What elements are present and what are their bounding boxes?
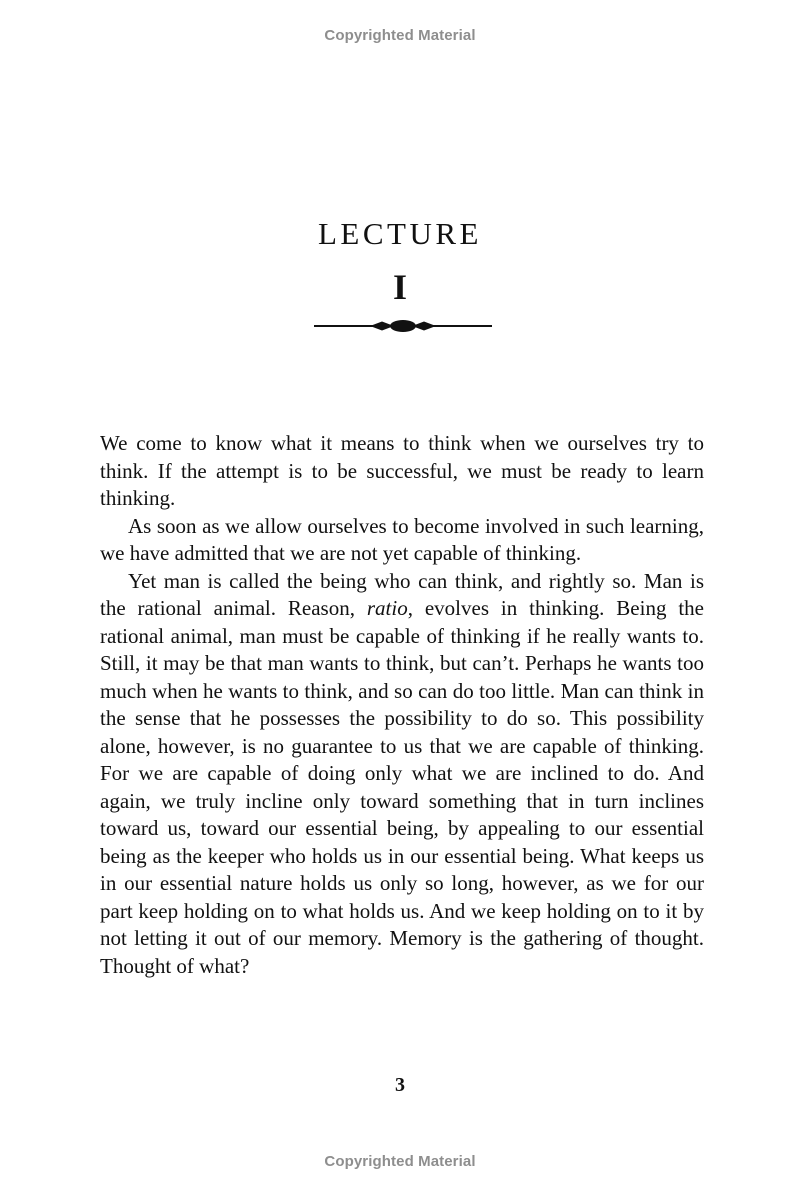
paragraph-1: We come to know what it means to think when we ourselves try to think. If the attempt is to be successful, we must be ready to learn thinking. [100,431,704,510]
paragraph-2: As soon as we allow ourselves to become involved in such learning, we have admitted that we are not yet capable of thinking. [100,513,704,565]
paragraph-3-start: Yet man is called the being who can think, and rightly so. Man is the rational animal. Reason, [100,568,704,620]
watermark-top: Copyrighted Material [324,27,476,44]
body-text [100,430,704,980]
horizontal-rule-ornament-icon [312,315,494,337]
chapter-number: I [392,267,407,307]
ratio-italic: ratio [366,596,408,620]
chapter-label: LECTURE [318,216,482,251]
page-number: 3 [395,1074,405,1096]
paragraph-3-rest: , evolves in thinking. Being the rational animal, man must be capable of thinking if he really wants to. Still, it may be that man wants to think, but can’t. Perhaps he wants too much when he wants to think, and so can do too little. Man can think in the sense that he possesses the possibility to do so. This possibility alone, however, is no guarantee to us that we are capable of thinking. For we are capable of doing only what we are inclined to do. And again, we truly incline only toward something that in turn inclines toward us, toward our essential being, by appealing to our essential being as the keeper who holds us in our essential being. What keeps us in our essential nature holds us only so long, however, as we for our part keep holding on to what holds us. And we keep holding on to it by not letting it out of our memory. Memory is the gathering of thought. Thought of what? [100,596,704,978]
watermark-bottom: Copyrighted Material [324,1153,476,1170]
paragraph-3 [100,568,704,981]
